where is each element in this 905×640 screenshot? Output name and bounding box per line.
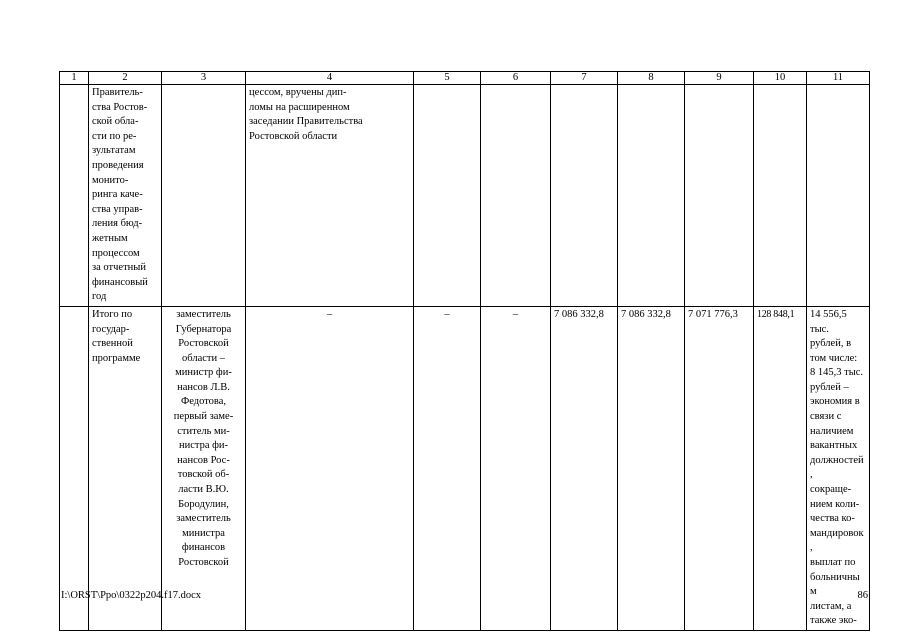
footer-file-path: I:\ORST\Ppo\0322p204.f17.docx <box>61 590 202 601</box>
row1-cell-8 <box>618 85 685 307</box>
row1-cell-6 <box>481 85 551 307</box>
row2-cell-6: – <box>481 306 551 630</box>
row2-cell-3 <box>162 306 246 630</box>
row2-cell-4: – <box>246 306 414 630</box>
responsible-persons: заместитель Губернатора Ростовской области – министр фи- нансов Л.В. Федотова, первый заме- ститель ми- нистра фи- нансов Рос- товской об- ласти В.Ю. Бородулин, заместитель министра финансов Ростовской <box>173 308 234 568</box>
row2-cell-2 <box>89 306 162 630</box>
col-num-8: 8 <box>618 72 685 85</box>
row1-cell-1 <box>60 85 89 307</box>
row2-cell-1 <box>60 306 89 630</box>
row1-cell-11 <box>807 85 870 307</box>
col-num-2: 2 <box>89 72 162 85</box>
report-table <box>59 71 870 631</box>
col-num-11: 11 <box>807 72 870 85</box>
row1-result-text: цессом, вручены дип- ломы на расширенном заседании Правительства Ростовской области <box>249 87 363 142</box>
savings-note: 14 556,5 тыс. рублей, в том числе: 8 145,3 тыс. рублей – экономия в связи с наличием вакантных должностей, сокраще- нием коли- чества ко- мандировок, выплат по больничным листам, а также эко- <box>810 308 864 627</box>
row1-cell-4 <box>246 85 414 307</box>
row1-cell-5 <box>414 85 481 307</box>
row1-cell-2 <box>89 85 162 307</box>
col-num-6: 6 <box>481 72 551 85</box>
table-row <box>60 85 870 307</box>
program-total-label: Итого по государ- ственной программе <box>92 308 141 364</box>
col-num-1: 1 <box>60 72 89 85</box>
row1-event-name: Правитель- ства Ростов- ской обла- сти по ре- зультатам проведения монито- ринга каче- ства управ- ления бюд- жетным процессом за отчетный финансовый год <box>92 87 148 303</box>
footer-page-number: 86 <box>857 590 868 601</box>
col-num-10: 10 <box>754 72 807 85</box>
col-num-7: 7 <box>551 72 618 85</box>
row1-cell-9 <box>685 85 754 307</box>
row1-cell-3 <box>162 85 246 307</box>
row2-cell-7: 7 086 332,8 <box>551 306 618 630</box>
table-row <box>60 306 870 630</box>
row2-cell-9: 7 071 776,3 <box>685 306 754 630</box>
col-num-3: 3 <box>162 72 246 85</box>
row2-cell-11 <box>807 306 870 630</box>
row1-cell-7 <box>551 85 618 307</box>
col-num-5: 5 <box>414 72 481 85</box>
col-num-9: 9 <box>685 72 754 85</box>
row2-cell-8: 7 086 332,8 <box>618 306 685 630</box>
row2-cell-10: 128 848,1 <box>754 306 807 630</box>
col-num-4: 4 <box>246 72 414 85</box>
row2-cell-5: – <box>414 306 481 630</box>
column-number-row <box>60 72 870 85</box>
row1-cell-10 <box>754 85 807 307</box>
